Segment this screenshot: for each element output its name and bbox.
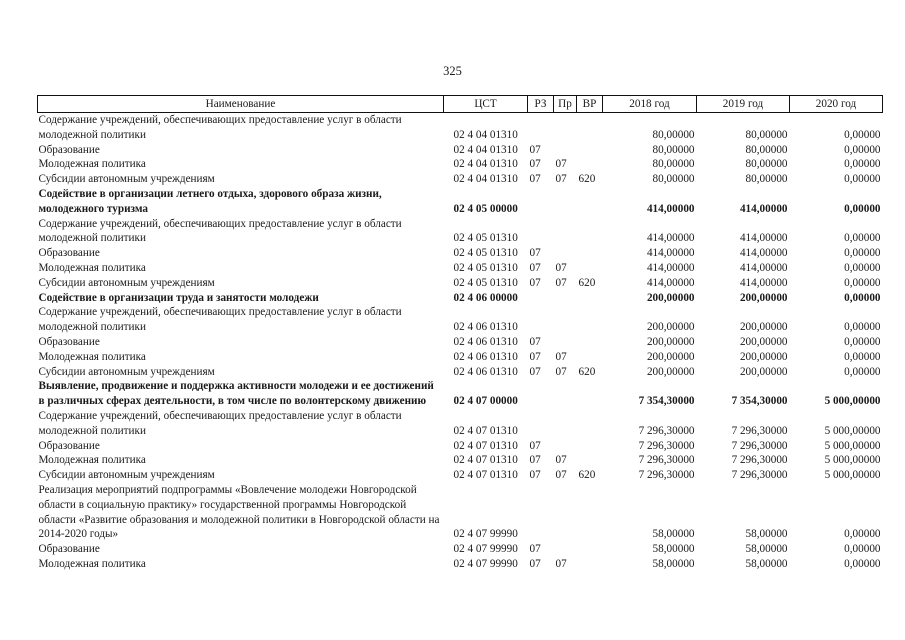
row-vr-cell — [577, 143, 603, 158]
table-row — [38, 113, 883, 143]
row-rz-cell — [528, 379, 554, 409]
row-2020-value: 5 000,00000 — [824, 454, 881, 467]
row-2019-value: 414,00000 — [739, 232, 788, 245]
row-cst-cell: 02 4 05 01310 — [453, 247, 518, 260]
row-2019-value: 200,00000 — [739, 350, 788, 363]
row-vr-cell — [577, 542, 603, 557]
row-2018-value: 58,00000 — [652, 557, 695, 570]
row-cst-cell: 02 4 05 01310 — [453, 232, 518, 245]
table-row — [38, 557, 883, 572]
row-vr-cell: 620 — [578, 276, 596, 289]
row-cst-cell: 02 4 07 99990 — [453, 557, 518, 570]
row-2020-value: 5 000,00000 — [824, 395, 881, 408]
row-vr-cell — [577, 291, 603, 306]
row-cst-cell: 02 4 05 01310 — [453, 261, 518, 274]
row-2019-value: 414,00000 — [739, 261, 788, 274]
table-row — [38, 483, 883, 542]
row-2018-value: 414,00000 — [646, 232, 695, 245]
table-row — [38, 246, 883, 261]
row-name-cell: Образование — [38, 335, 100, 348]
row-2018-value: 80,00000 — [652, 158, 695, 171]
row-rz-cell: 07 — [529, 335, 541, 348]
row-name-cell: Содержание учреждений, обеспечивающих предоставление услуг в области молодежной политики — [38, 114, 402, 141]
table-row — [38, 379, 883, 409]
row-2019-value: 7 296,30000 — [731, 454, 788, 467]
row-cst-cell: 02 4 07 01310 — [453, 439, 518, 452]
row-2018-value: 200,00000 — [646, 350, 695, 363]
row-2020-value: 0,00000 — [844, 232, 881, 245]
row-pr-cell: 07 — [555, 365, 567, 378]
row-2020-value: 0,00000 — [844, 247, 881, 260]
row-rz-cell: 07 — [529, 173, 541, 186]
row-2019-value: 414,00000 — [739, 202, 788, 215]
table-header — [38, 96, 883, 113]
table-row — [38, 291, 883, 306]
row-rz-cell — [528, 305, 554, 335]
row-pr-cell — [554, 335, 577, 350]
row-2018-value: 200,00000 — [646, 291, 695, 304]
row-2019-value: 58,00000 — [745, 557, 788, 570]
row-name-cell: Реализация мероприятий подпрограммы «Вовлечение молодежи Новгородской области в социальную практику» государственной программы Новгородской области «Развитие образования и молодежной политики в Новгородской области на 2014-2020 годы» — [38, 483, 440, 541]
row-rz-cell: 07 — [529, 365, 541, 378]
row-pr-cell: 07 — [555, 173, 567, 186]
row-rz-cell: 07 — [529, 276, 541, 289]
row-rz-cell: 07 — [529, 454, 541, 467]
row-2018-value: 80,00000 — [652, 128, 695, 141]
row-name-cell: Молодежная политика — [38, 350, 146, 363]
row-pr-cell: 07 — [555, 350, 567, 363]
row-pr-cell: 07 — [555, 158, 567, 171]
row-2019-value: 200,00000 — [739, 291, 788, 304]
row-pr-cell — [554, 187, 577, 217]
row-2018-value: 58,00000 — [652, 543, 695, 556]
row-cst-cell: 02 4 04 01310 — [453, 143, 518, 156]
row-2019-value: 58,00000 — [745, 543, 788, 556]
row-2018-value: 414,00000 — [646, 276, 695, 289]
row-vr-cell — [577, 157, 603, 172]
row-pr-cell — [554, 409, 577, 439]
table-row — [38, 276, 883, 291]
row-2018-value: 7 296,30000 — [638, 439, 695, 452]
row-2020-value: 0,00000 — [844, 276, 881, 289]
row-2020-value: 5 000,00000 — [824, 424, 881, 437]
row-name-cell: Молодежная политика — [38, 261, 146, 274]
row-pr-cell: 07 — [555, 276, 567, 289]
row-rz-cell: 07 — [529, 261, 541, 274]
row-vr-cell: 620 — [578, 173, 596, 186]
column-header-2020: 2020 год — [790, 96, 883, 113]
table-row — [38, 439, 883, 454]
row-cst-cell: 02 4 06 01310 — [453, 365, 518, 378]
row-2019-value: 80,00000 — [745, 158, 788, 171]
table-row — [38, 305, 883, 335]
row-2020-value: 0,00000 — [844, 143, 881, 156]
row-2019-value: 200,00000 — [739, 335, 788, 348]
table-row — [38, 217, 883, 247]
table-row — [38, 542, 883, 557]
row-2020-value: 0,00000 — [844, 335, 881, 348]
row-rz-cell — [528, 409, 554, 439]
row-2020-value: 0,00000 — [844, 261, 881, 274]
row-2018-value: 80,00000 — [652, 173, 695, 186]
row-pr-cell — [554, 483, 577, 542]
row-cst-cell: 02 4 07 99990 — [453, 543, 518, 556]
row-2019-value: 7 296,30000 — [731, 439, 788, 452]
row-rz-cell: 07 — [529, 143, 541, 156]
row-2018-value: 414,00000 — [646, 202, 695, 215]
row-name-cell: Образование — [38, 143, 100, 156]
table-row — [38, 143, 883, 158]
row-rz-cell — [528, 291, 554, 306]
row-rz-cell: 07 — [529, 350, 541, 363]
row-rz-cell — [528, 217, 554, 247]
row-pr-cell — [554, 217, 577, 247]
row-vr-cell: 620 — [578, 469, 596, 482]
table-row — [38, 187, 883, 217]
table-row — [38, 261, 883, 276]
row-2020-value: 0,00000 — [844, 291, 881, 304]
row-2018-value: 200,00000 — [646, 321, 695, 334]
row-rz-cell: 07 — [529, 158, 541, 171]
row-pr-cell: 07 — [555, 469, 567, 482]
row-pr-cell — [554, 291, 577, 306]
table-row — [38, 453, 883, 468]
row-2019-value: 80,00000 — [745, 173, 788, 186]
row-name-cell: Молодежная политика — [38, 557, 146, 570]
table-row — [38, 350, 883, 365]
row-2019-value: 200,00000 — [739, 365, 788, 378]
row-2018-value: 7 296,30000 — [638, 454, 695, 467]
table-body — [38, 113, 883, 572]
row-cst-cell: 02 4 05 00000 — [453, 202, 518, 215]
row-vr-cell — [577, 305, 603, 335]
row-vr-cell — [577, 217, 603, 247]
row-cst-cell: 02 4 07 01310 — [453, 424, 518, 437]
row-cst-cell: 02 4 06 00000 — [453, 291, 518, 304]
row-2018-value: 7 296,30000 — [638, 424, 695, 437]
row-pr-cell — [554, 542, 577, 557]
row-rz-cell: 07 — [529, 439, 541, 452]
column-header-vr: ВР — [577, 96, 603, 113]
column-header-2018: 2018 год — [603, 96, 697, 113]
row-name-cell: Молодежная политика — [38, 454, 146, 467]
row-2018-value: 200,00000 — [646, 335, 695, 348]
row-pr-cell: 07 — [555, 454, 567, 467]
row-name-cell: Субсидии автономным учреждениям — [38, 365, 215, 378]
row-2019-value: 414,00000 — [739, 247, 788, 260]
row-pr-cell: 07 — [555, 557, 567, 570]
row-cst-cell: 02 4 05 01310 — [453, 276, 518, 289]
row-pr-cell — [554, 143, 577, 158]
row-rz-cell: 07 — [529, 469, 541, 482]
row-rz-cell: 07 — [529, 247, 541, 260]
row-pr-cell — [554, 246, 577, 261]
row-2019-value: 7 354,30000 — [731, 395, 788, 408]
column-header-rz: РЗ — [528, 96, 554, 113]
row-name-cell: Содержание учреждений, обеспечивающих предоставление услуг в области молодежной политики — [38, 306, 402, 334]
budget-table — [37, 95, 883, 572]
row-2019-value: 7 296,30000 — [731, 469, 788, 482]
row-2018-value: 200,00000 — [646, 365, 695, 378]
row-name-cell: Выявление, продвижение и поддержка активности молодежи и ее достижений в различных сферах деятельности, в том числе по волонтерскому движению — [38, 380, 434, 408]
row-name-cell: Содержание учреждений, обеспечивающих предоставление услуг в области молодежной политики — [38, 409, 402, 437]
row-2018-value: 80,00000 — [652, 143, 695, 156]
row-name-cell: Содействие в организации труда и занятости молодежи — [38, 291, 319, 304]
row-vr-cell — [577, 350, 603, 365]
row-cst-cell: 02 4 04 01310 — [453, 158, 518, 171]
row-vr-cell — [577, 439, 603, 454]
row-2020-value: 0,00000 — [844, 543, 881, 556]
row-2020-value: 5 000,00000 — [824, 469, 881, 482]
row-2019-value: 414,00000 — [739, 276, 788, 289]
row-cst-cell: 02 4 07 00000 — [453, 395, 518, 408]
row-name-cell: Образование — [38, 247, 100, 260]
row-2020-value: 0,00000 — [844, 128, 881, 141]
row-rz-cell: 07 — [529, 557, 541, 570]
table-row — [38, 409, 883, 439]
row-name-cell: Содействие в организации летнего отдыха, здорового образа жизни, молодежного туризма — [38, 187, 382, 215]
table-row — [38, 335, 883, 350]
row-cst-cell: 02 4 06 01310 — [453, 350, 518, 363]
row-rz-cell: 07 — [529, 543, 541, 556]
table-row — [38, 172, 883, 187]
row-cst-cell: 02 4 06 01310 — [453, 321, 518, 334]
row-2019-value: 80,00000 — [745, 143, 788, 156]
row-2020-value: 5 000,00000 — [824, 439, 881, 452]
row-vr-cell — [577, 113, 603, 143]
row-2019-value: 80,00000 — [745, 128, 788, 141]
column-header-name: Наименование — [38, 96, 444, 113]
row-name-cell: Образование — [38, 543, 100, 556]
table-row — [38, 365, 883, 380]
row-cst-cell: 02 4 07 99990 — [453, 528, 518, 541]
row-cst-cell: 02 4 04 01310 — [453, 128, 518, 141]
row-name-cell: Субсидии автономным учреждениям — [38, 276, 215, 289]
row-2019-value: 58,00000 — [745, 528, 788, 541]
row-name-cell: Субсидии автономным учреждениям — [38, 173, 215, 186]
row-2020-value: 0,00000 — [844, 350, 881, 363]
row-rz-cell — [528, 483, 554, 542]
row-name-cell: Субсидии автономным учреждениям — [38, 469, 215, 482]
row-vr-cell — [577, 379, 603, 409]
row-pr-cell — [554, 305, 577, 335]
column-header-pr: Пр — [554, 96, 577, 113]
row-name-cell: Молодежная политика — [38, 158, 146, 171]
row-2018-value: 414,00000 — [646, 247, 695, 260]
row-2019-value: 7 296,30000 — [731, 424, 788, 437]
row-cst-cell: 02 4 07 01310 — [453, 454, 518, 467]
row-rz-cell — [528, 113, 554, 143]
table-row — [38, 468, 883, 483]
row-pr-cell: 07 — [555, 261, 567, 274]
column-header-cst: ЦСТ — [444, 96, 528, 113]
row-vr-cell — [577, 409, 603, 439]
row-vr-cell: 620 — [578, 365, 596, 378]
row-2020-value: 0,00000 — [844, 365, 881, 378]
row-pr-cell — [554, 439, 577, 454]
row-2018-value: 414,00000 — [646, 261, 695, 274]
row-vr-cell — [577, 246, 603, 261]
row-2018-value: 7 354,30000 — [638, 395, 695, 408]
row-2020-value: 0,00000 — [844, 557, 881, 570]
row-name-cell: Содержание учреждений, обеспечивающих предоставление услуг в области молодежной политики — [38, 217, 402, 245]
row-vr-cell — [577, 453, 603, 468]
row-2018-value: 7 296,30000 — [638, 469, 695, 482]
table-row — [38, 157, 883, 172]
row-cst-cell: 02 4 06 01310 — [453, 335, 518, 348]
row-2020-value: 0,00000 — [844, 528, 881, 541]
row-cst-cell: 02 4 07 01310 — [453, 469, 518, 482]
row-2020-value: 0,00000 — [844, 321, 881, 334]
row-pr-cell — [554, 113, 577, 143]
row-2020-value: 0,00000 — [844, 158, 881, 171]
row-2018-value: 58,00000 — [652, 528, 695, 541]
row-2019-value: 200,00000 — [739, 321, 788, 334]
row-vr-cell — [577, 557, 603, 572]
row-vr-cell — [577, 187, 603, 217]
row-pr-cell — [554, 379, 577, 409]
row-vr-cell — [577, 335, 603, 350]
page-number: 325 — [443, 64, 462, 78]
row-2020-value: 0,00000 — [844, 173, 881, 186]
column-header-2019: 2019 год — [697, 96, 790, 113]
row-rz-cell — [528, 187, 554, 217]
row-vr-cell — [577, 483, 603, 542]
row-2020-value: 0,00000 — [844, 202, 881, 215]
row-vr-cell — [577, 261, 603, 276]
row-name-cell: Образование — [38, 439, 100, 452]
row-cst-cell: 02 4 04 01310 — [453, 173, 518, 186]
